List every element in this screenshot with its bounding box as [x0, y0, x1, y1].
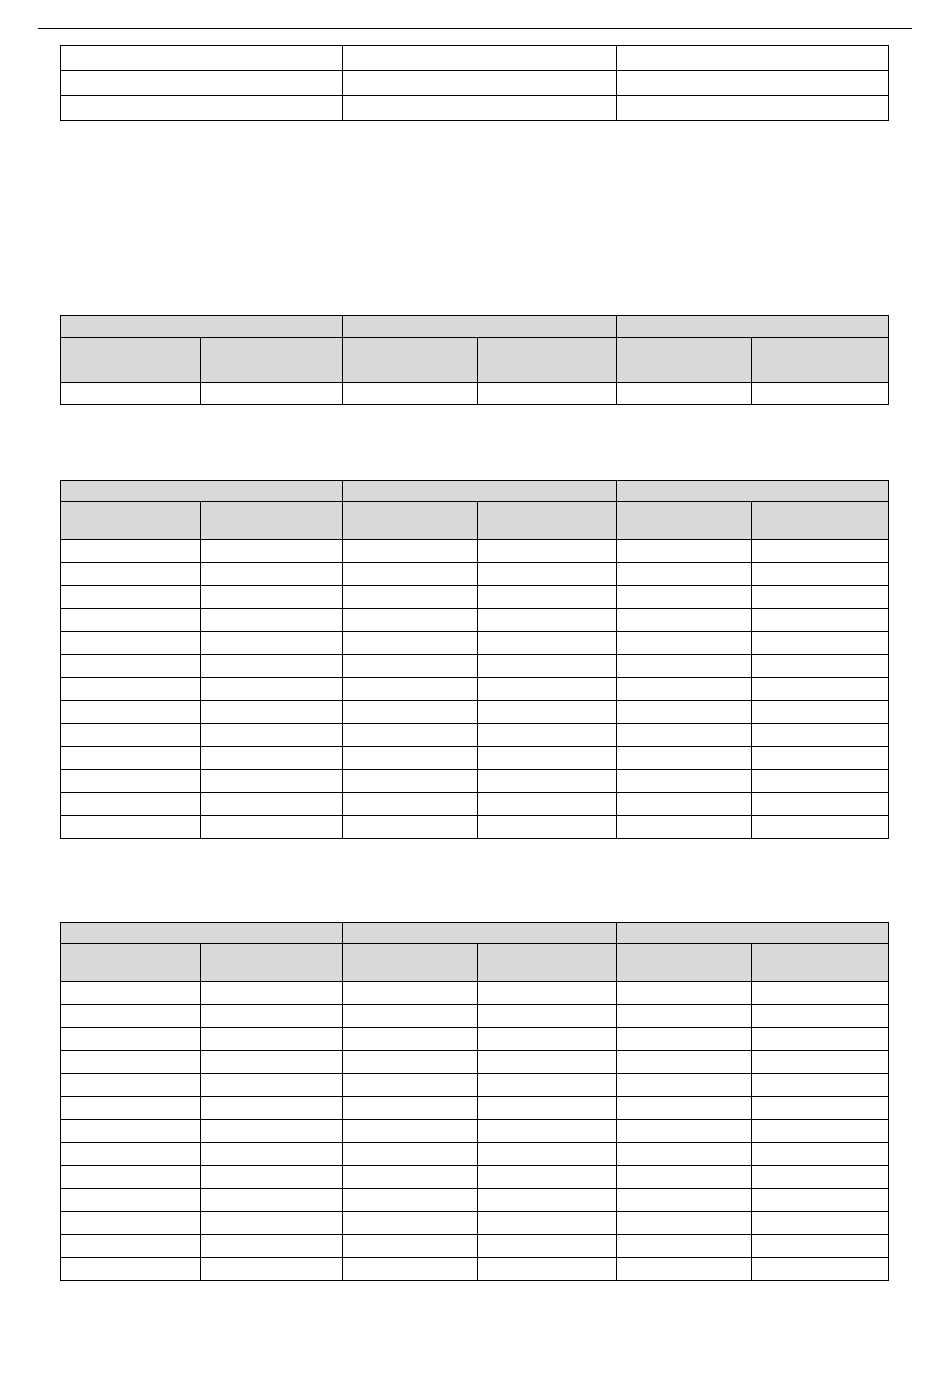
table-cell	[478, 724, 617, 747]
table-row	[61, 747, 889, 770]
table-cell	[478, 816, 617, 839]
table-cell	[61, 586, 201, 609]
table-cell	[617, 96, 889, 121]
top-table	[60, 45, 889, 121]
table-cell	[617, 1212, 752, 1235]
sub-header-cell	[201, 338, 343, 383]
table-cell	[201, 609, 343, 632]
table-cell	[617, 816, 752, 839]
table-cell	[617, 1028, 752, 1051]
table-row	[61, 770, 889, 793]
table-cell	[617, 1166, 752, 1189]
table-row	[61, 1005, 889, 1028]
table-cell	[201, 1258, 343, 1281]
table-cell	[201, 701, 343, 724]
table-cell	[201, 1189, 343, 1212]
table-cell	[617, 632, 752, 655]
table-cell	[201, 1051, 343, 1074]
table-cell	[343, 1074, 478, 1097]
table-cell	[752, 747, 889, 770]
table-group-header-row	[61, 481, 889, 502]
table-cell	[61, 609, 201, 632]
table-cell	[201, 655, 343, 678]
sub-header-cell	[478, 338, 617, 383]
table-cell	[201, 678, 343, 701]
table-cell	[343, 1097, 478, 1120]
table-cell	[478, 982, 617, 1005]
table-cell	[617, 701, 752, 724]
table-cell	[343, 96, 617, 121]
sub-header-cell	[478, 944, 617, 982]
table-cell	[752, 632, 889, 655]
table-cell	[343, 747, 478, 770]
table-cell	[617, 793, 752, 816]
table-cell	[343, 540, 478, 563]
table-cell	[343, 383, 478, 405]
sub-header-cell	[343, 502, 478, 540]
table-cell	[478, 1235, 617, 1258]
sub-header-cell	[617, 502, 752, 540]
fourth-table	[60, 922, 889, 1281]
table-row	[61, 678, 889, 701]
table-cell	[617, 563, 752, 586]
table-cell	[343, 586, 478, 609]
table-cell	[201, 563, 343, 586]
table-cell	[478, 383, 617, 405]
table-cell	[617, 1258, 752, 1281]
table-cell	[343, 1028, 478, 1051]
table-cell	[61, 1120, 201, 1143]
table-cell	[343, 701, 478, 724]
table-cell	[201, 816, 343, 839]
third-table	[60, 480, 889, 839]
table-cell	[201, 1143, 343, 1166]
table-row	[61, 1074, 889, 1097]
header-rule	[38, 28, 912, 29]
table-cell	[61, 747, 201, 770]
table-cell	[478, 1258, 617, 1281]
sub-header-cell	[343, 338, 478, 383]
table-cell	[617, 609, 752, 632]
table-cell	[752, 1051, 889, 1074]
table-cell	[478, 1166, 617, 1189]
table-cell	[343, 655, 478, 678]
table-cell	[752, 701, 889, 724]
table-cell	[617, 747, 752, 770]
table-cell	[752, 1097, 889, 1120]
table-cell	[61, 1212, 201, 1235]
table-cell	[478, 770, 617, 793]
sub-header-cell	[752, 338, 889, 383]
table-row	[61, 563, 889, 586]
table-cell	[343, 793, 478, 816]
table-row	[61, 1166, 889, 1189]
table-group-header-row	[61, 923, 889, 944]
table-cell	[343, 563, 478, 586]
sub-header-cell	[343, 944, 478, 982]
table-cell	[201, 1235, 343, 1258]
table-cell	[617, 1120, 752, 1143]
table-row	[61, 1143, 889, 1166]
table-cell	[201, 1005, 343, 1028]
table-cell	[61, 1005, 201, 1028]
table-cell	[752, 383, 889, 405]
table-cell	[343, 609, 478, 632]
table-cell	[478, 1143, 617, 1166]
table-cell	[752, 1189, 889, 1212]
table-row	[61, 540, 889, 563]
table-row	[61, 46, 889, 71]
sub-header-cell	[478, 502, 617, 540]
table-cell	[343, 71, 617, 96]
table-row	[61, 655, 889, 678]
table-cell	[201, 383, 343, 405]
table-cell	[343, 1166, 478, 1189]
table-row	[61, 96, 889, 121]
table-cell	[61, 678, 201, 701]
table-cell	[752, 1005, 889, 1028]
sub-header-cell	[201, 944, 343, 982]
table-cell	[617, 982, 752, 1005]
table-row	[61, 1235, 889, 1258]
group-header-cell	[617, 923, 889, 944]
table-cell	[61, 1028, 201, 1051]
table-cell	[201, 724, 343, 747]
table-cell	[61, 724, 201, 747]
table-row	[61, 586, 889, 609]
group-header-cell	[617, 481, 889, 502]
table-cell	[343, 1212, 478, 1235]
table-cell	[617, 1143, 752, 1166]
table-cell	[617, 586, 752, 609]
table-cell	[343, 982, 478, 1005]
table-cell	[343, 46, 617, 71]
table-cell	[752, 793, 889, 816]
table-cell	[61, 655, 201, 678]
table-cell	[61, 383, 201, 405]
table-cell	[201, 1028, 343, 1051]
table-row	[61, 1097, 889, 1120]
table-cell	[478, 609, 617, 632]
table-cell	[61, 816, 201, 839]
table-cell	[61, 770, 201, 793]
table-cell	[752, 816, 889, 839]
table-cell	[752, 770, 889, 793]
table-cell	[61, 701, 201, 724]
table-cell	[752, 586, 889, 609]
table-cell	[617, 540, 752, 563]
table-cell	[61, 1097, 201, 1120]
table-row	[61, 1120, 889, 1143]
table-cell	[478, 747, 617, 770]
table-sub-header-row	[61, 338, 889, 383]
table-cell	[478, 678, 617, 701]
table-cell	[343, 678, 478, 701]
table-cell	[343, 632, 478, 655]
table-row	[61, 609, 889, 632]
table-cell	[61, 1074, 201, 1097]
table-cell	[617, 1074, 752, 1097]
table-cell	[61, 563, 201, 586]
sub-header-cell	[617, 338, 752, 383]
table-row	[61, 632, 889, 655]
table-cell	[617, 724, 752, 747]
table-sub-header-row	[61, 944, 889, 982]
table-cell	[478, 793, 617, 816]
table-cell	[61, 1258, 201, 1281]
table-cell	[478, 1189, 617, 1212]
table-cell	[343, 724, 478, 747]
table-row	[61, 816, 889, 839]
table-row	[61, 71, 889, 96]
table-group-header-row	[61, 316, 889, 338]
table-cell	[617, 1097, 752, 1120]
second-table	[60, 315, 889, 405]
table-cell	[61, 1189, 201, 1212]
table-row	[61, 383, 889, 405]
table-cell	[201, 1074, 343, 1097]
table-cell	[343, 1143, 478, 1166]
table-row	[61, 1051, 889, 1074]
table-cell	[617, 71, 889, 96]
table-row	[61, 793, 889, 816]
table-cell	[343, 816, 478, 839]
table-row	[61, 701, 889, 724]
table-cell	[617, 678, 752, 701]
table-cell	[343, 770, 478, 793]
table-cell	[61, 1143, 201, 1166]
table-cell	[752, 1166, 889, 1189]
table-cell	[343, 1258, 478, 1281]
table-cell	[617, 1235, 752, 1258]
table-cell	[752, 724, 889, 747]
table-cell	[201, 793, 343, 816]
table-cell	[617, 46, 889, 71]
group-header-cell	[617, 316, 889, 338]
group-header-cell	[343, 481, 617, 502]
group-header-cell	[343, 923, 617, 944]
sub-header-cell	[61, 944, 201, 982]
table-cell	[201, 1097, 343, 1120]
table-cell	[617, 655, 752, 678]
table-row	[61, 1258, 889, 1281]
table-cell	[478, 1212, 617, 1235]
sub-header-cell	[617, 944, 752, 982]
table-cell	[478, 1097, 617, 1120]
table-cell	[752, 563, 889, 586]
table-cell	[343, 1189, 478, 1212]
table-row	[61, 1028, 889, 1051]
table-cell	[752, 1028, 889, 1051]
table-cell	[478, 563, 617, 586]
sub-header-cell	[201, 502, 343, 540]
table-cell	[61, 632, 201, 655]
table-cell	[201, 586, 343, 609]
table-cell	[478, 540, 617, 563]
table-row	[61, 724, 889, 747]
table-cell	[617, 1189, 752, 1212]
table-cell	[752, 1143, 889, 1166]
table-cell	[343, 1005, 478, 1028]
table-cell	[478, 1074, 617, 1097]
table-cell	[752, 1258, 889, 1281]
table-cell	[61, 540, 201, 563]
table-cell	[752, 1235, 889, 1258]
sub-header-cell	[61, 502, 201, 540]
table-cell	[617, 1005, 752, 1028]
table-cell	[61, 1235, 201, 1258]
table-cell	[752, 1212, 889, 1235]
table-cell	[61, 71, 343, 96]
group-header-cell	[61, 923, 343, 944]
table-cell	[478, 655, 617, 678]
table-cell	[61, 1166, 201, 1189]
table-cell	[201, 540, 343, 563]
table-cell	[617, 770, 752, 793]
table-cell	[201, 632, 343, 655]
table-cell	[343, 1120, 478, 1143]
group-header-cell	[343, 316, 617, 338]
table-cell	[752, 655, 889, 678]
table-cell	[478, 632, 617, 655]
table-cell	[478, 701, 617, 724]
table-cell	[61, 982, 201, 1005]
table-cell	[478, 586, 617, 609]
table-cell	[61, 96, 343, 121]
table-cell	[61, 46, 343, 71]
sub-header-cell	[61, 338, 201, 383]
table-cell	[478, 1028, 617, 1051]
table-cell	[478, 1120, 617, 1143]
table-cell	[752, 609, 889, 632]
table-row	[61, 1189, 889, 1212]
table-cell	[752, 1074, 889, 1097]
table-cell	[201, 747, 343, 770]
table-cell	[61, 793, 201, 816]
table-cell	[617, 383, 752, 405]
table-cell	[343, 1235, 478, 1258]
group-header-cell	[61, 316, 343, 338]
table-cell	[201, 982, 343, 1005]
table-cell	[201, 770, 343, 793]
sub-header-cell	[752, 502, 889, 540]
table-cell	[752, 540, 889, 563]
table-cell	[752, 982, 889, 1005]
table-row	[61, 1212, 889, 1235]
table-cell	[478, 1005, 617, 1028]
table-cell	[61, 1051, 201, 1074]
table-cell	[478, 1051, 617, 1074]
group-header-cell	[61, 481, 343, 502]
sub-header-cell	[752, 944, 889, 982]
table-cell	[201, 1120, 343, 1143]
table-cell	[617, 1051, 752, 1074]
table-cell	[343, 1051, 478, 1074]
table-row	[61, 982, 889, 1005]
table-cell	[752, 678, 889, 701]
table-cell	[201, 1212, 343, 1235]
table-cell	[752, 1120, 889, 1143]
table-cell	[201, 1166, 343, 1189]
table-sub-header-row	[61, 502, 889, 540]
